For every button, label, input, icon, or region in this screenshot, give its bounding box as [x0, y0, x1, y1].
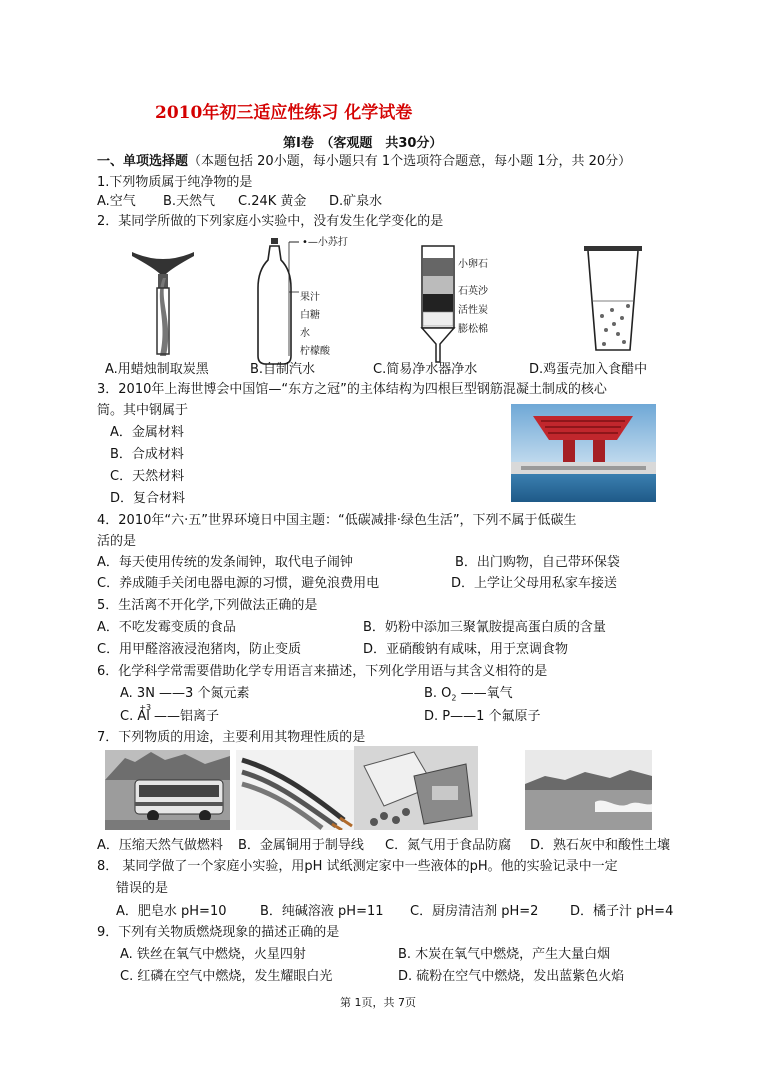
bus-photo — [105, 750, 230, 830]
q9-option-b: B. 木炭在氧气中燃烧，产生大量白烟 — [398, 947, 611, 962]
q6-option-b-sub: 2 — [451, 693, 457, 703]
q8-stem-line2: 错误的是 — [116, 881, 169, 896]
q4-option-c: C．养成随手关闭电器电源的习惯，避免浪费用电 — [97, 576, 380, 591]
bottle-label-water: 水 — [300, 328, 310, 339]
q7-option-b: B．金属铜用于制导线 — [238, 838, 364, 853]
q7-option-a: A．压缩天然气做燃料 — [97, 838, 223, 853]
q4-stem-line1: 4．2010年“六·五”世界环境日中国主题：“低碳减排·绿色生活”，下列不属于低碳生 — [97, 513, 577, 528]
q9-option-c: C. 红磷在空气中燃烧，发生耀眼白光 — [120, 969, 333, 984]
bottle-label-baking-soda-text: 小苏打 — [317, 237, 348, 248]
q5-option-a: A．不吃发霉变质的食品 — [97, 620, 236, 635]
q1-stem: 1.下列物质属于纯净物的是 — [97, 175, 253, 190]
part-heading-label: 一、单项选择题 — [97, 154, 189, 169]
copper-wire-photo — [236, 750, 356, 830]
q2-option-a: A.用蜡烛制取炭黑 — [105, 362, 209, 377]
filter-label-quartz: 石英沙 — [458, 286, 488, 297]
food-package-photo — [354, 746, 478, 830]
q3-stem-line1: 3．2010年上海世博会中国馆—“东方之冠”的主体结构为四根巨型钢筋混凝土制成的核心 — [97, 382, 607, 397]
filter-label-pebbles: 小卵石 — [458, 259, 488, 270]
q9-option-d: D. 硫粉在空气中燃烧，发出蓝紫色火焰 — [398, 969, 625, 984]
q4-option-b: B．出门购物，自己带环保袋 — [455, 555, 620, 570]
q6-option-d: D. P——1 个氟原子 — [424, 709, 541, 724]
china-pavilion-photo — [511, 404, 656, 502]
q6-option-b — [424, 685, 513, 707]
q1-option-a: A.空气 — [97, 194, 136, 209]
q3-option-c: C．天然材料 — [110, 469, 185, 484]
q4-option-a: A．每天使用传统的发条闹钟，取代电子闹钟 — [97, 555, 353, 570]
part-heading — [97, 153, 631, 170]
q2-option-b: B.自制汽水 — [250, 362, 316, 377]
part-heading-note: （本题包括 20小题，每小题只有 1个选项符合题意，每小题 1分，共 20分） — [188, 154, 632, 169]
filter-label-cotton: 膨松棉 — [458, 324, 488, 335]
q6-option-c-pre: C. — [120, 709, 138, 724]
candle-funnel-figure — [128, 240, 198, 358]
section-heading: 第Ⅰ卷 （客观题 共30分） — [283, 136, 443, 151]
q6-option-c-charge: +3 — [139, 703, 152, 712]
page-footer: 第 1页，共 7页 — [340, 996, 416, 1009]
q8-option-d: D．橘子汁 pH=4 — [570, 904, 674, 919]
q6-option-c-element-text: Al — [137, 709, 150, 724]
farmland-photo — [525, 750, 652, 830]
q3-option-b: B．合成材料 — [110, 447, 184, 462]
q6-option-c-element — [137, 703, 152, 725]
q2-option-c: C.简易净水器净水 — [373, 362, 478, 377]
q6-option-c-post: ——铝离子 — [149, 709, 219, 724]
q9-stem: 9．下列有关物质燃烧现象的描述正确的是 — [97, 925, 340, 940]
q1-option-b: B.天然气 — [163, 194, 216, 209]
q4-option-d: D．上学让父母用私家车接送 — [451, 576, 618, 591]
eggshell-cup-figure — [584, 246, 642, 354]
q7-option-d: D．熟石灰中和酸性土壤 — [530, 838, 671, 853]
q8-option-b: B．纯碱溶液 pH=11 — [260, 904, 384, 919]
filter-figure — [418, 244, 458, 364]
q7-option-c: C．氮气用于食品防腐 — [385, 838, 512, 853]
q9-option-a: A. 铁丝在氧气中燃烧，火星四射 — [120, 947, 306, 962]
bottle-label-citric-acid: 柠檬酸 — [300, 346, 330, 357]
q3-stem-line2: 筒。其中钢属于 — [97, 403, 189, 418]
q2-stem: 2．某同学所做的下列家庭小实验中，没有发生化学变化的是 — [97, 214, 444, 229]
q8-option-a: A．肥皂水 pH=10 — [116, 904, 227, 919]
q4-stem-line2: 活的是 — [97, 534, 137, 549]
q6-option-b-pre: B. O — [424, 686, 452, 701]
q3-option-d: D．复合材料 — [110, 491, 186, 506]
q5-stem: 5．生活离不开化学,下列做法正确的是 — [97, 598, 318, 613]
bottle-label-juice: 果汁 — [300, 292, 320, 303]
q2-option-d: D.鸡蛋壳加入食醋中 — [529, 362, 648, 377]
q3-option-a: A．金属材料 — [110, 425, 184, 440]
q1-option-d: D.矿泉水 — [329, 194, 383, 209]
q6-stem: 6．化学科学常需要借助化学专用语言来描述，下列化学用语与其含义相符的是 — [97, 664, 548, 679]
page-title: 2010年初三适应性练习 化学试卷 — [155, 103, 413, 123]
bottle-label-baking-soda: •—小苏打 — [302, 237, 348, 248]
q7-stem: 7．下列物质的用途，主要利用其物理性质的是 — [97, 730, 366, 745]
q1-option-c: C.24K 黄金 — [238, 194, 307, 209]
q6-option-c — [120, 703, 219, 725]
q6-option-b-post: ——氧气 — [456, 686, 513, 701]
filter-label-carbon: 活性炭 — [458, 305, 488, 316]
bottle-figure — [255, 238, 300, 366]
q5-option-d: D．亚硝酸钠有咸味，用于烹调食物 — [363, 642, 569, 657]
q8-option-c: C．厨房清洁剂 pH=2 — [410, 904, 539, 919]
q5-option-b: B．奶粉中添加三聚氰胺提高蛋白质的含量 — [363, 620, 606, 635]
q5-option-c: C．用甲醛溶液浸泡猪肉，防止变质 — [97, 642, 302, 657]
q6-option-a: A. 3N ——3 个氮元素 — [120, 686, 250, 701]
q8-stem-line1: 8． 某同学做了一个家庭小实验，用pH 试纸测定家中一些液体的pH。他的实验记录中一定 — [97, 859, 618, 874]
bottle-label-sugar: 白糖 — [300, 310, 320, 321]
